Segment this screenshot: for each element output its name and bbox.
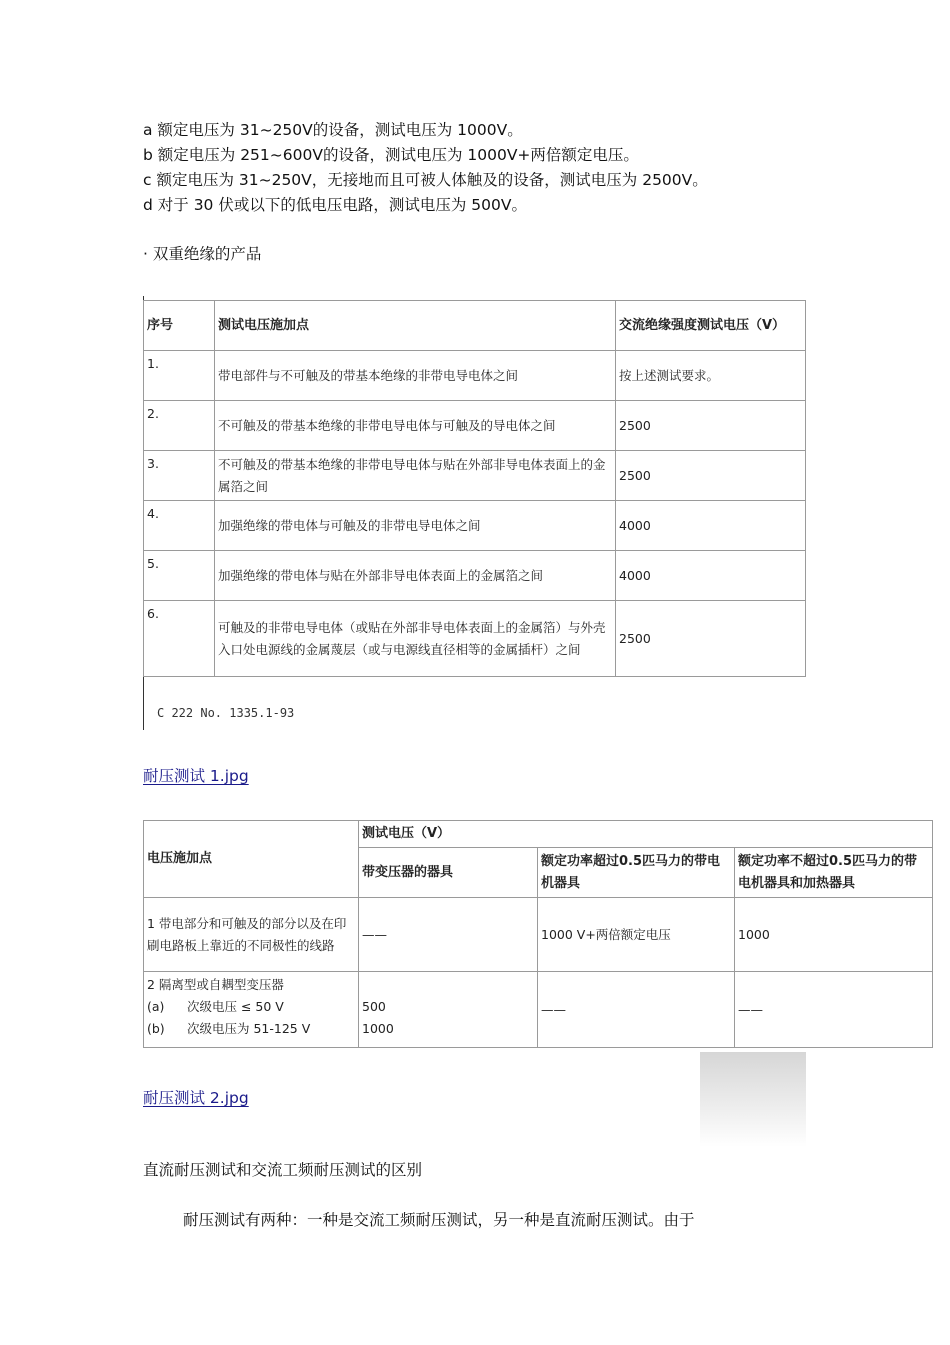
row-test-point: 加强绝缘的带电体与可触及的非带电导电体之间 (215, 501, 616, 551)
header-serial: 序号 (144, 301, 215, 351)
table-row (144, 898, 933, 972)
row-value-transformer (359, 972, 538, 1048)
rule-a: a 额定电压为 31~250V的设备，测试电压为 1000V。 (143, 121, 523, 139)
table-header-row (144, 301, 806, 351)
row-value-motor-over: 1000 V+两倍额定电压 (538, 898, 735, 972)
row-number: 6. (144, 601, 215, 677)
row-voltage: 2500 (616, 401, 806, 451)
sub-item-a (147, 996, 355, 1018)
rule-b: b 额定电压为 251~600V的设备，测试电压为 1000V+两倍额定电压。 (143, 146, 639, 164)
sub-item-a-text: 次级电压 ≤ 50 V (187, 999, 284, 1014)
header-test-voltage-group: 测试电压（V） (359, 821, 933, 848)
section-heading: 直流耐压测试和交流工频耐压测试的区别 (143, 1161, 423, 1179)
subheader-transformer-appliance: 带变压器的器具 (359, 848, 538, 898)
table-row (144, 501, 806, 551)
header-test-voltage: 交流绝缘强度测试电压（V） (616, 301, 806, 351)
subheader-motor-under-half-hp: 额定功率不超过0.5匹马力的带电机器具和加热器具 (735, 848, 933, 898)
test-voltage-table (143, 820, 933, 1048)
image-fragment (700, 1052, 806, 1147)
image-link-1[interactable]: 耐压测试 1.jpg (143, 767, 249, 785)
row-voltage: 按上述测试要求。 (616, 351, 806, 401)
sub-item-b-text: 次级电压为 51-125 V (187, 1021, 311, 1036)
section-title: · 双重绝缘的产品 (143, 245, 262, 263)
subheader-motor-over-half-hp: 额定功率超过0.5匹马力的带电机器具 (538, 848, 735, 898)
table-source-caption: C 222 No. 1335.1-93 (157, 706, 295, 720)
row-number: 2. (144, 401, 215, 451)
sub-item-a-label: (a) (147, 999, 165, 1014)
row-voltage: 4000 (616, 551, 806, 601)
row-apply-point: 1 带电部分和可触及的部分以及在印刷电路板上靠近的不同极性的线路 (144, 898, 359, 972)
table-row (144, 601, 806, 677)
transformer-title: 2 隔离型或自耦型变压器 (147, 977, 284, 992)
rule-d: d 对于 30 伏或以下的低电压电路，测试电压为 500V。 (143, 196, 527, 214)
row-test-point: 可触及的非带电导电体（或贴在外部非导电体表面上的金属箔）与外壳入口处电源线的金属蔑层（或与电源线直径相等的金属插杆）之间 (215, 601, 616, 677)
row-value-motor-under: —— (735, 972, 933, 1048)
table-row (144, 972, 933, 1048)
row-number: 5. (144, 551, 215, 601)
table-header-row (144, 821, 933, 848)
rule-c: c 额定电压为 31~250V，无接地而且可被人体触及的设备，测试电压为 2500V。 (143, 171, 708, 189)
row-number: 3. (144, 451, 215, 501)
body-paragraph: 耐压测试有两种：一种是交流工频耐压测试，另一种是直流耐压测试。由于 (183, 1211, 695, 1229)
sub-item-b-label: (b) (147, 1021, 165, 1036)
row-voltage: 2500 (616, 601, 806, 677)
row-test-point: 带电部件与不可触及的带基本绝缘的非带电导电体之间 (215, 351, 616, 401)
row-test-point: 不可触及的带基本绝缘的非带电导电体与可触及的导电体之间 (215, 401, 616, 451)
table-row (144, 551, 806, 601)
header-test-point: 测试电压施加点 (215, 301, 616, 351)
table-row (144, 451, 806, 501)
double-insulation-table (143, 300, 806, 677)
row-value-motor-under: 1000 (735, 898, 933, 972)
row-number: 1. (144, 351, 215, 401)
row-value-transformer: —— (359, 898, 538, 972)
header-apply-point: 电压施加点 (144, 821, 359, 898)
image-link-2[interactable]: 耐压测试 2.jpg (143, 1089, 249, 1107)
value-a: 500 (362, 999, 386, 1014)
table-row (144, 351, 806, 401)
row-voltage: 2500 (616, 451, 806, 501)
row-number: 4. (144, 501, 215, 551)
row-test-point: 不可触及的带基本绝缘的非带电导电体与贴在外部非导电体表面上的金属箔之间 (215, 451, 616, 501)
value-b: 1000 (362, 1021, 394, 1036)
row-apply-point (144, 972, 359, 1048)
sub-item-b (147, 1018, 355, 1040)
table-row (144, 401, 806, 451)
row-value-motor-over: —— (538, 972, 735, 1048)
row-voltage: 4000 (616, 501, 806, 551)
row-test-point: 加强绝缘的带电体与贴在外部非导电体表面上的金属箔之间 (215, 551, 616, 601)
